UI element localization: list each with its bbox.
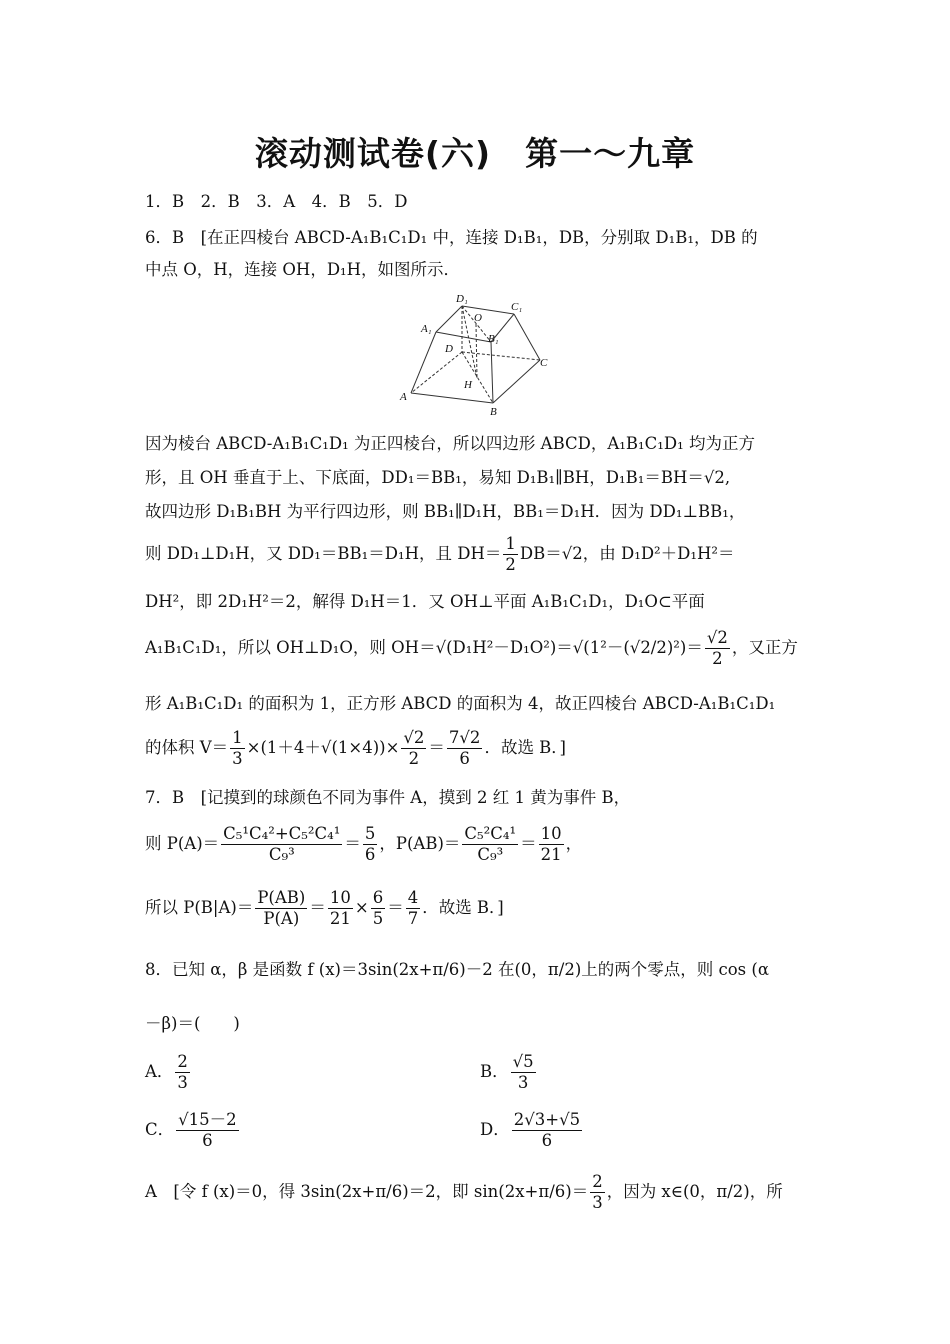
- label-c1: C₁: [511, 301, 523, 313]
- label-d1: D₁: [456, 293, 468, 305]
- q7-line3: 所以 P(B|A)＝ $\frac{P(AB)}{P(A)}$ ＝ $\frac{10}{21}$ × $\frac{6}{5}$ ＝ $\frac{4}{7}$ ．故选 B．]: [145, 888, 504, 928]
- q6-p3: 故四边形 D₁B₁BH 为平行四边形，则 BB₁∥D₁H，BB₁＝D₁H．因为 DD₁⊥BB₁，: [145, 502, 746, 521]
- frac-sqrt2-over-2: $\frac{√2}{2}$: [706, 628, 728, 668]
- label-a1: A₁: [421, 323, 432, 335]
- frac-pba: $\frac{P(AB)}{P(A)}$: [257, 888, 306, 928]
- q6-p1: 因为棱台 ABCD-A₁B₁C₁D₁ 为正四棱台，所以四边形 ABCD，A₁B₁C₁D₁ 均为正方: [145, 434, 755, 453]
- q7-line2: 则 P(A)＝ $\frac{\text{C₅¹C₄²+C₅²C₄¹}}{\text{C₉³}}$ ＝ $\frac{5}{6}$ ，P(AB)＝ $\frac{\text{C₅²C₄¹}}{\text{C₉³}}$ ＝ $\frac{10}{21}$ ，: [145, 824, 583, 864]
- option-c: C． $\frac{√15-2}{6}$: [145, 1110, 237, 1150]
- q6-p8: 的体积 V＝ $\frac{1}{3}$ ×(1＋4＋√(1×4))× $\frac{√2}{2}$ ＝ $\frac{7√2}{6}$ ．故选 B．]: [145, 728, 566, 768]
- frac-pa: $\frac{\text{C₅¹C₄²+C₅²C₄¹}}{\text{C₉³}}$: [223, 824, 341, 864]
- frac-pab: $\frac{\text{C₅²C₄¹}}{\text{C₉³}}$: [464, 824, 517, 864]
- frac-third: $\frac{1}{3}$: [232, 728, 243, 768]
- q7-head: 7．B [记摸到的球颜色不同为事件 A，摸到 2 红 1 黄为事件 B，: [145, 788, 631, 807]
- frac-result: $\frac{4}{7}$: [407, 888, 419, 928]
- frustum-figure: [396, 290, 556, 420]
- q6-p6: A₁B₁C₁D₁，所以 OH⊥D₁O，则 OH＝√(D₁H²－D₁O²)＝√(1²－(√2/2)²)＝ $\frac{√2}{2}$ ，又正方: [145, 628, 798, 668]
- label-c: C: [540, 357, 548, 369]
- q8-answer: A [令 f (x)＝0，得 3sin(2x+π/6)＝2，即 sin(2x+π/6)＝ $\frac{2}{3}$ ，因为 x∈(0，π/2)，所: [145, 1172, 783, 1212]
- label-b: B: [490, 406, 497, 418]
- option-d: D． $\frac{2√3+√5}{6}$: [480, 1110, 581, 1150]
- label-d: D: [445, 343, 453, 355]
- frac-half: $\frac{1}{2}$: [505, 534, 516, 574]
- q6-line2: 中点 O，H，连接 OH，D₁H，如图所示．: [145, 260, 461, 279]
- frac-pab-value: $\frac{10}{21}$: [540, 824, 562, 864]
- frac-volume: $\frac{7√2}{6}$: [448, 728, 481, 768]
- label-h: H: [464, 379, 472, 391]
- label-o: O: [474, 312, 482, 324]
- frac-m2: $\frac{6}{5}$: [372, 888, 384, 928]
- frac-sqrt2-half: $\frac{√2}{2}$: [403, 728, 425, 768]
- frac-m1: $\frac{10}{21}$: [329, 888, 351, 928]
- option-b: B． $\frac{√5}{3}$: [480, 1052, 534, 1092]
- q6-p4: 则 DD₁⊥D₁H，又 DD₁＝BB₁＝D₁H，且 DH＝ $\frac{1}{2}$ DB＝√2，由 D₁D²＋D₁H²＝: [145, 534, 735, 574]
- q8-line1: 8．已知 α，β 是函数 f (x)＝3sin(2x+π/6)－2 在(0，π/2)上的两个零点，则 cos (α: [145, 960, 769, 979]
- option-a: A． $\frac{2}{3}$: [145, 1052, 188, 1092]
- label-b1: B₁: [488, 333, 499, 345]
- label-a: A: [400, 391, 407, 403]
- q8-line2: －β)＝( ): [145, 1014, 240, 1033]
- q6-p7: 形 A₁B₁C₁D₁ 的面积为 1，正方形 ABCD 的面积为 4，故正四棱台 ABCD-A₁B₁C₁D₁: [145, 694, 776, 713]
- answers-line: 1．B 2．B 3．A 4．B 5．D: [145, 192, 408, 211]
- q6-p2: 形，且 OH 垂直于上、下底面，DD₁＝BB₁，易知 D₁B₁∥BH，D₁B₁＝BH＝√2,: [145, 468, 731, 487]
- page-title: 滚动测试卷(六) 第一～九章: [254, 134, 696, 173]
- frac-two-thirds: $\frac{2}{3}$: [592, 1172, 603, 1212]
- frac-pa-value: $\frac{5}{6}$: [364, 824, 376, 864]
- q6-p5: DH²，即 2D₁H²＝2，解得 D₁H＝1．又 OH⊥平面 A₁B₁C₁D₁，D₁O⊂平面: [145, 592, 705, 611]
- q6-head: 6．B [在正四棱台 ABCD-A₁B₁C₁D₁ 中，连接 D₁B₁，DB，分别取 D₁B₁，DB 的: [145, 228, 758, 247]
